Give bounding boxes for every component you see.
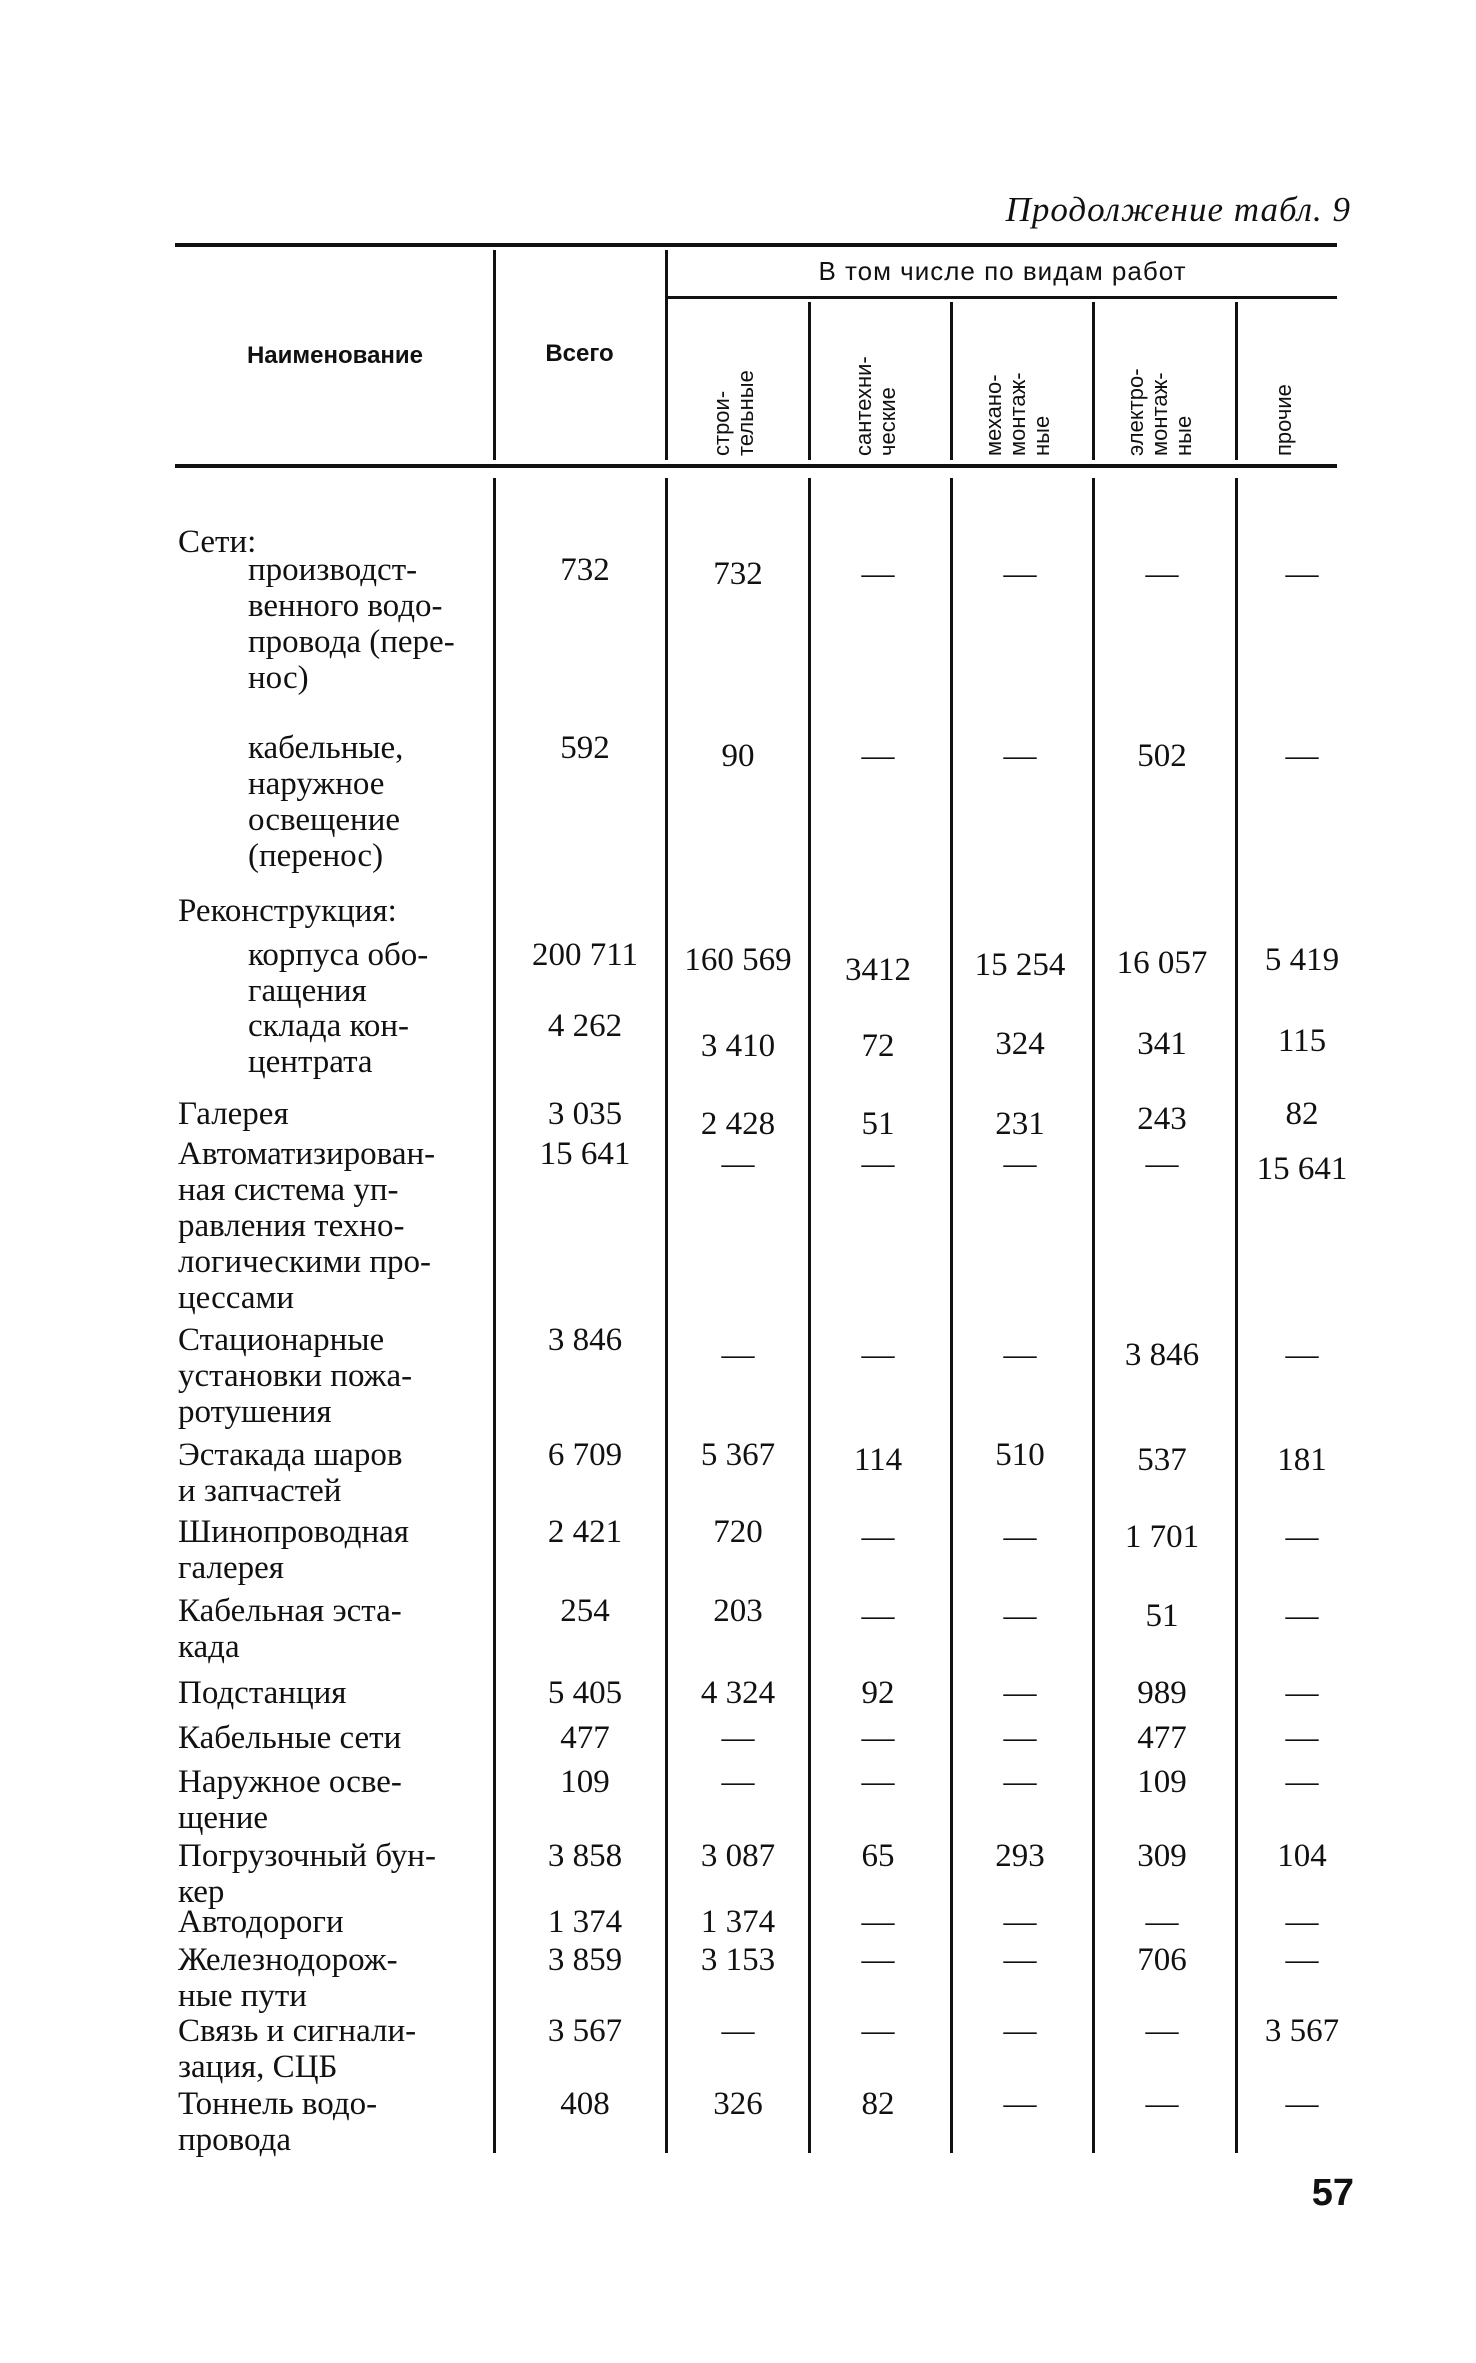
cell-other: 5 419 [1264, 942, 1340, 978]
cell-electrical: 477 [1137, 1720, 1187, 1756]
cell-total: 200 711 [531, 937, 639, 973]
body-rule-v5 [1092, 478, 1095, 2153]
cell-total: 1 374 [547, 1904, 623, 1940]
row-name: Автодороги [178, 1904, 344, 1940]
cell-total: 254 [560, 1593, 610, 1629]
cell-other: — [1285, 1675, 1319, 1711]
cell-electrical: 989 [1137, 1675, 1187, 1711]
cell-electrical: 16 057 [1116, 945, 1208, 981]
cell-electrical: 341 [1137, 1026, 1187, 1062]
cell-construction: 90 [721, 738, 755, 774]
header-rule-v4 [950, 302, 953, 460]
table-caption: Продолжение табл. 9 [1005, 190, 1351, 229]
cell-electrical: — [1145, 2013, 1179, 2049]
cell-mechanical: — [1003, 1519, 1037, 1555]
body-rule-v3 [808, 478, 811, 2153]
cell-electrical: — [1145, 556, 1179, 592]
row-name: Связь и сигнали- зация, СЦБ [178, 2013, 417, 2085]
cell-electrical: 309 [1137, 1838, 1187, 1874]
cell-total: 15 641 [539, 1136, 631, 1172]
cell-plumbing: — [861, 738, 895, 774]
cell-total: 5 405 [547, 1675, 623, 1711]
row-name: кабельные, наружное освещение (перенос) [248, 730, 404, 874]
cell-electrical: 537 [1137, 1442, 1187, 1478]
body-rule-v6 [1235, 478, 1238, 2153]
row-name: Тоннель водо- провода [178, 2086, 378, 2158]
body-rule-v4 [950, 478, 953, 2153]
cell-plumbing: — [861, 1598, 895, 1634]
cell-other: — [1285, 738, 1319, 774]
cell-mechanical: — [1003, 2013, 1037, 2049]
cell-total: 3 035 [547, 1096, 623, 1132]
cell-plumbing: — [861, 1904, 895, 1940]
cell-electrical: 109 [1137, 1764, 1187, 1800]
cell-electrical: 1 701 [1124, 1519, 1200, 1555]
header-rule-v1 [493, 250, 496, 460]
header-bottom-rule [175, 464, 1337, 468]
header-rule-v6 [1235, 302, 1238, 460]
cell-mechanical: — [1003, 1337, 1037, 1373]
row-name: Подстанция [178, 1675, 347, 1711]
cell-plumbing: 65 [861, 1838, 895, 1874]
cell-construction: 326 [713, 2086, 763, 2122]
cell-other: — [1285, 1904, 1319, 1940]
cell-construction: — [721, 1146, 755, 1182]
cell-construction: 5 367 [700, 1437, 776, 1473]
header-total: Всего [545, 340, 614, 367]
header-rule-v3 [808, 302, 811, 460]
cell-electrical: 51 [1145, 1598, 1179, 1634]
cell-other: 104 [1277, 1838, 1327, 1874]
row-name: Эстакада шаров и запчастей [178, 1437, 403, 1509]
cell-construction: 203 [713, 1593, 763, 1629]
row-name: Галерея [178, 1096, 289, 1132]
cell-mechanical: — [1003, 1904, 1037, 1940]
cell-plumbing: — [861, 1519, 895, 1555]
cell-plumbing: — [861, 1720, 895, 1756]
cell-mechanical: 231 [995, 1106, 1045, 1142]
cell-total: 3 859 [547, 1942, 623, 1978]
cell-electrical: 243 [1137, 1101, 1187, 1137]
cell-mechanical: — [1003, 2086, 1037, 2122]
header-sub-plumbing: сантехни- ческие [851, 356, 900, 456]
row-name: Погрузочный бун- кер [178, 1838, 436, 1910]
cell-other: 115 [1277, 1023, 1327, 1059]
cell-plumbing: 82 [861, 2086, 895, 2122]
cell-construction: 3 410 [700, 1028, 776, 1064]
cell-construction: 732 [713, 556, 763, 592]
header-sub-construction: строи- тельные [709, 370, 758, 456]
row-name: Наружное осве- щение [178, 1764, 402, 1836]
cell-total: 3 846 [547, 1322, 623, 1358]
cell-electrical: 706 [1137, 1942, 1187, 1978]
cell-other: 82 [1285, 1096, 1319, 1132]
row-name: корпуса обо- гащения [248, 937, 429, 1009]
cell-other: — [1285, 1942, 1319, 1978]
cell-total: 109 [560, 1764, 610, 1800]
row-name: Стационарные установки пожа- ротушения [178, 1322, 413, 1430]
header-group: В том числе по видам работ [818, 256, 1187, 286]
header-sub-mechanical: механо- монтаж- ные [981, 372, 1054, 456]
row-name: Автоматизирован- ная система уп- равления техно- логическими про- цессами [178, 1136, 436, 1316]
group-rule [668, 296, 1337, 299]
cell-construction: 3 087 [700, 1838, 776, 1874]
row-name: Шинопроводная галерея [178, 1514, 409, 1586]
body-rule-v2 [665, 478, 668, 2153]
cell-other: 15 641 [1256, 1151, 1348, 1187]
cell-mechanical: — [1003, 1764, 1037, 1800]
cell-construction: — [721, 2013, 755, 2049]
header-sub-electrical: электро- монтаж- ные [1123, 368, 1196, 456]
cell-construction: 3 153 [700, 1942, 776, 1978]
cell-other: — [1285, 1720, 1319, 1756]
cell-total: 408 [560, 2086, 610, 2122]
cell-construction: — [721, 1337, 755, 1373]
cell-construction: 160 569 [684, 942, 792, 978]
cell-plumbing: — [861, 1942, 895, 1978]
cell-construction: — [721, 1764, 755, 1800]
header-sub-other: прочие [1271, 384, 1296, 456]
cell-construction: — [721, 1720, 755, 1756]
cell-mechanical: — [1003, 1942, 1037, 1978]
cell-other: 3 567 [1264, 2013, 1340, 2049]
cell-electrical: — [1145, 2086, 1179, 2122]
cell-plumbing: 72 [861, 1028, 895, 1064]
row-name: склада кон- центрата [248, 1008, 409, 1080]
table-top-rule [175, 243, 1337, 247]
cell-plumbing: — [861, 2013, 895, 2049]
cell-mechanical: — [1003, 556, 1037, 592]
cell-mechanical: — [1003, 1720, 1037, 1756]
cell-mechanical: 510 [995, 1437, 1045, 1473]
cell-electrical: 3 846 [1124, 1337, 1200, 1373]
cell-mechanical: — [1003, 1146, 1037, 1182]
cell-total: 3 567 [547, 2013, 623, 2049]
cell-construction: 2 428 [700, 1106, 776, 1142]
row-name: Реконструкция: [178, 893, 397, 929]
cell-mechanical: — [1003, 1598, 1037, 1634]
cell-electrical: — [1145, 1146, 1179, 1182]
cell-other: — [1285, 1337, 1319, 1373]
cell-total: 477 [560, 1720, 610, 1756]
cell-mechanical: — [1003, 738, 1037, 774]
row-name: Сети: [178, 524, 257, 560]
cell-total: 592 [560, 730, 610, 766]
cell-construction: 720 [713, 1514, 763, 1550]
cell-construction: 1 374 [700, 1904, 776, 1940]
header-name: Наименование [246, 342, 424, 369]
cell-plumbing: — [861, 1146, 895, 1182]
cell-plumbing: 92 [861, 1675, 895, 1711]
cell-mechanical: 293 [995, 1838, 1045, 1874]
cell-total: 6 709 [547, 1437, 623, 1473]
cell-plumbing: — [861, 1337, 895, 1373]
row-name: производст- венного водо- провода (пере- нос) [248, 552, 455, 696]
cell-plumbing: — [861, 1764, 895, 1800]
cell-mechanical: — [1003, 1675, 1037, 1711]
cell-plumbing: 3412 [845, 952, 911, 988]
cell-plumbing: 51 [861, 1106, 895, 1142]
cell-total: 2 421 [547, 1514, 623, 1550]
page-number: 57 [1311, 2172, 1354, 2214]
cell-construction: 4 324 [700, 1675, 776, 1711]
cell-other: — [1285, 1519, 1319, 1555]
cell-electrical: 502 [1137, 738, 1187, 774]
row-name: Железнодорож- ные пути [178, 1942, 398, 2014]
cell-total: 732 [560, 552, 610, 588]
cell-other: — [1285, 1764, 1319, 1800]
cell-other: — [1285, 1598, 1319, 1634]
row-name: Кабельные сети [178, 1720, 402, 1756]
row-name: Кабельная эста- када [178, 1593, 402, 1665]
cell-other: — [1285, 2086, 1319, 2122]
cell-plumbing: 114 [853, 1442, 903, 1478]
cell-other: 181 [1277, 1442, 1327, 1478]
cell-mechanical: 15 254 [974, 947, 1066, 983]
cell-total: 3 858 [547, 1838, 623, 1874]
cell-total: 4 262 [547, 1008, 623, 1044]
cell-plumbing: — [861, 556, 895, 592]
cell-other: — [1285, 556, 1319, 592]
header-rule-v5 [1092, 302, 1095, 460]
cell-mechanical: 324 [995, 1026, 1045, 1062]
cell-electrical: — [1145, 1904, 1179, 1940]
